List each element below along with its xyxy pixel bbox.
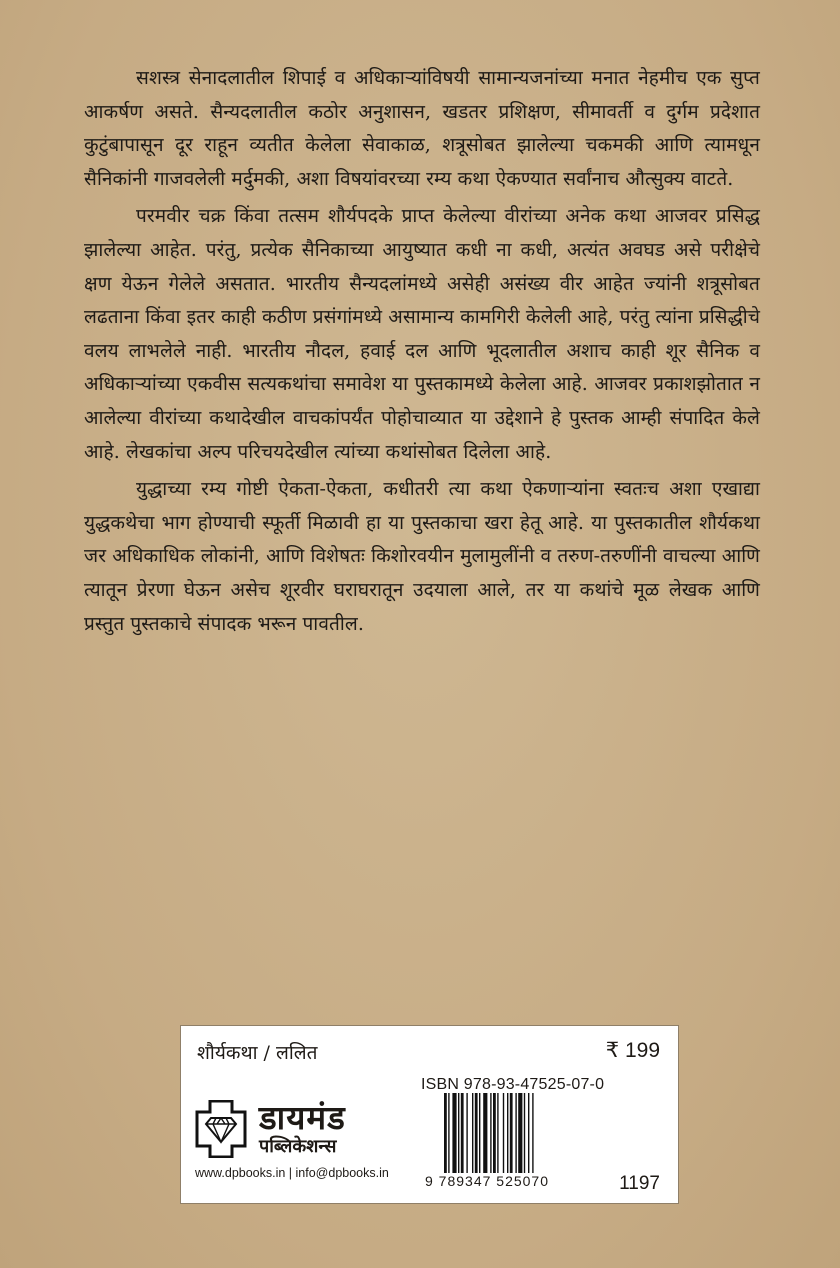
publisher-name: डायमंड — [259, 1098, 346, 1137]
isbn-barcode — [444, 1093, 562, 1173]
contact-info: www.dpbooks.in | info@dpbooks.in — [195, 1166, 389, 1180]
blurb-paragraph-2: परमवीर चक्र किंवा तत्सम शौर्यपदके प्राप्त केलेल्या वीरांच्या अनेक कथा आजवर प्रसिद्ध झालेल्या आहेत. परंतु, प्रत्येक सैनिकाच्या आयुष्यात कधी ना कधी, अत्यंत अवघड असे परीक्षेचे क्षण येऊन गेलेले असतात. भारतीय सैन्यदलांमध्ये असेही असंख्य वीर आहेत ज्यांनी शत्रूसोबत लढताना किंवा इतर काही कठीण प्रसंगांमध्ये असामान्य कामगिरी केलेली आहे, परंतु त्यांना प्रसिद्धीचे वलय लाभलेले नाही. भारतीय नौदल, हवाई दल आणि भूदलातील अशाच काही शूर सैनिक व अधिकाऱ्यांच्या एकवीस सत्यकथांचा समावेश या पुस्तकामध्ये केलेला आहे. आजवर प्रकाशझोतात न आलेल्या वीरांच्या कथादेखील वाचकांपर्यंत पोहोचाव्यात या उद्देशाने हे पुस्तक आम्ही संपादित केले आहे. लेखकांचा अल्प परिचयदेखील त्यांच्या कथांसोबत दिलेला आहे. — [84, 205, 760, 463]
book-code: 1197 — [619, 1173, 660, 1194]
publisher-logo — [193, 1098, 423, 1162]
blurb-paragraph-3: युद्धाच्या रम्य गोष्टी ऐकता-ऐकता, कधीतरी त्या कथा ऐकणाऱ्यांना स्वतःच अशा एखाद्या युद्धकथेचा भाग होण्याची स्फूर्ती मिळावी हा या पुस्तकाचा खरा हेतू आहे. या पुस्तकातील शौर्यकथा जर अधिकाधिक लोकांनी, आणि विशेषतः किशोरवयीन मुलामुलींनी व तरुण-तरुणींनी वाचल्या आणि त्यातून प्रेरणा घेऊन असेच शूरवीर घराघरातून उदयाला आले, तर या कथांचे मूळ लेखक आणि प्रस्तुत पुस्तकाचे संपादक भरून पावतील. — [84, 478, 760, 635]
price-label: ₹ 199 — [605, 1039, 660, 1062]
publisher-info-box — [180, 1025, 679, 1204]
publisher-subtitle: पब्लिकेशन्स — [259, 1136, 337, 1157]
blurb-paragraph-1: सशस्त्र सेनादलातील शिपाई व अधिकाऱ्यांविषयी सामान्यजनांच्या मनात नेहमीच एक सुप्त आकर्षण असते. सैन्यदलातील कठोर अनुशासन, खडतर प्रशिक्षण, सीमावर्ती व दुर्गम प्रदेशात कुटुंबापासून दूर राहून व्यतीत केलेला सेवाकाळ, शत्रूसोबत झालेल्या चकमकी आणि त्यामधून सैनिकांनी गाजवलेली मर्दुमकी, अशा विषयांवरच्या रम्य कथा ऐकण्यात सर्वांनाच औत्सुक्य वाटते. — [84, 67, 760, 190]
isbn-label: ISBN 978-93-47525-07-0 — [421, 1076, 605, 1093]
genre-label: शौर्यकथा / ललित — [197, 1042, 318, 1064]
blurb — [84, 62, 760, 645]
barcode-number: 9 789347 525070 — [425, 1173, 549, 1189]
diamond-logo-icon — [193, 1100, 249, 1158]
